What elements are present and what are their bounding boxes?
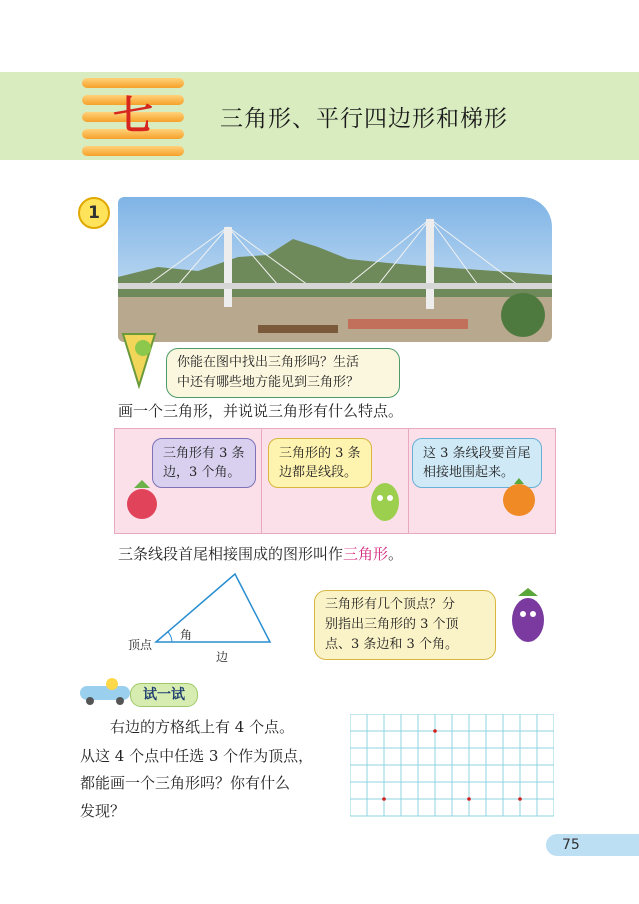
instruction-text: 画一个三角形，并说说三角形有什么特点。 xyxy=(118,402,404,420)
exercise-line-4: 发现？ xyxy=(80,802,126,820)
pencil-character-icon xyxy=(115,330,165,390)
section-badge: 1 xyxy=(78,197,110,229)
chapter-number-block xyxy=(82,78,184,158)
vertex-label: 顶点 xyxy=(128,638,153,652)
chapter-title: 三角形、平行四边形和梯形 xyxy=(220,106,508,132)
car-icon xyxy=(76,676,134,706)
eggplant-character-icon xyxy=(504,584,552,646)
question-bubble xyxy=(166,348,400,398)
grid-point-2 xyxy=(382,797,386,801)
side-label: 边 xyxy=(216,650,229,664)
feature-1-line-2: 边，3 个角。 xyxy=(163,465,241,480)
radish-character-icon xyxy=(124,478,160,522)
vertex-question-line-3: 点、3 条边和 3 个角。 xyxy=(325,637,458,652)
orange-character-icon xyxy=(494,478,544,522)
exercise-line-3: 都能画一个三角形吗？你有什么 xyxy=(80,774,291,792)
vertex-question-bubble xyxy=(314,590,496,660)
exercise-line-1: 右边的方格纸上有 4 个点。 xyxy=(110,718,295,736)
grid-point-4 xyxy=(518,797,522,801)
feature-bubble-1 xyxy=(152,438,256,488)
definition-text xyxy=(118,543,403,564)
definition-suffix: 。 xyxy=(388,545,404,563)
feature-1-line-1: 三角形有 3 条 xyxy=(163,446,245,461)
definition-prefix: 三条线段首尾相接围成的图形叫作 xyxy=(118,545,344,563)
chapter-number: 七 xyxy=(113,93,153,139)
grid-point-3 xyxy=(467,797,471,801)
definition-term: 三角形 xyxy=(343,545,389,563)
grid-point-1 xyxy=(433,729,437,733)
triangle-figure xyxy=(150,570,280,650)
question-line-1: 你能在图中找出三角形吗？生活 xyxy=(177,355,360,370)
feature-2-line-1: 三角形的 3 条 xyxy=(279,446,361,461)
page-number: 75 xyxy=(546,834,639,856)
bridge-photo xyxy=(118,197,552,342)
feature-2-line-2: 边都是线段。 xyxy=(279,465,358,480)
feature-3-line-2: 相接地围起来。 xyxy=(423,465,515,480)
feature-3-line-1: 这 3 条线段要首尾 xyxy=(423,446,531,461)
feature-bubble-2 xyxy=(268,438,372,488)
exercise-line-2: 从这 4 个点中任选 3 个作为顶点， xyxy=(80,747,314,765)
question-line-2: 中还有哪些地方能见到三角形？ xyxy=(177,375,360,390)
vertex-question-line-1: 三角形有几个顶点？分 xyxy=(325,597,456,612)
try-it-label: 试一试 xyxy=(130,683,198,707)
grid-paper xyxy=(350,714,554,817)
pepper-character-icon xyxy=(366,476,404,524)
angle-label: 角 xyxy=(180,628,193,642)
vertex-question-line-2: 别指出三角形的 3 个顶 xyxy=(325,617,459,632)
